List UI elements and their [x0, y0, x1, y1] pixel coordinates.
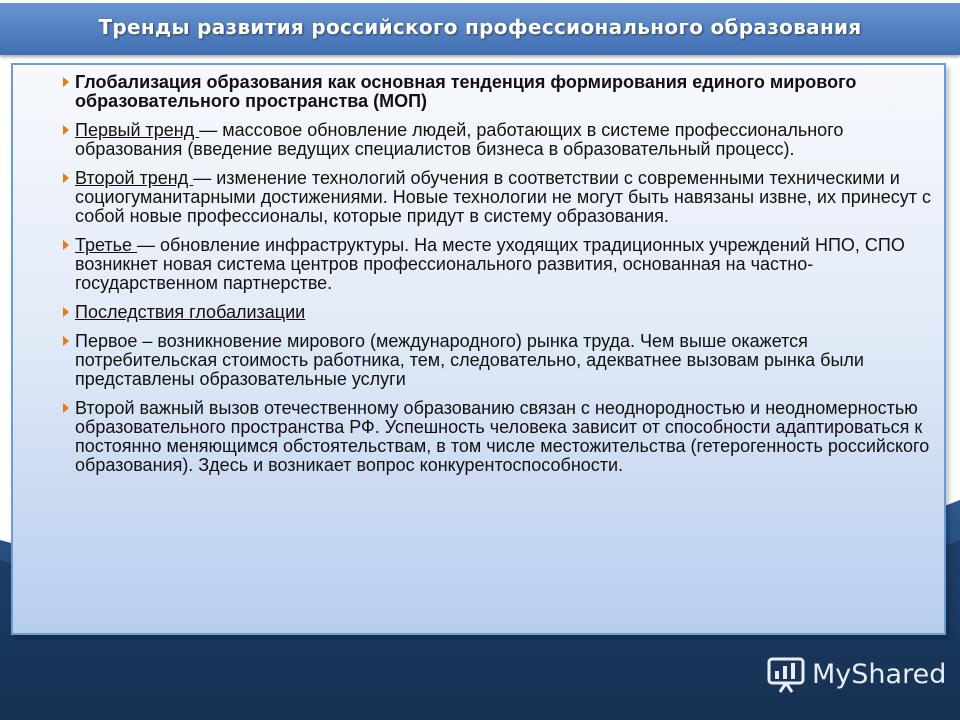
bullet-item-consequences	[61, 303, 941, 322]
bullet-text: — массовое обновление людей, работающих в системе профессионального образования (введение ведущих специалистов бизнеса в образовательный процесс).	[75, 120, 844, 159]
bullet-item-first-trend	[61, 121, 941, 159]
bullet-head: Третье	[75, 235, 138, 255]
bullet-arrow-icon	[63, 77, 69, 87]
bullet-arrow-icon	[63, 336, 69, 346]
bullet-head: Второй тренд	[75, 168, 194, 188]
bullet-arrow-icon	[63, 125, 69, 135]
bullet-item-third-trend	[61, 236, 941, 293]
bullet-head: Первый тренд	[75, 120, 200, 140]
bullet-arrow-icon	[63, 307, 69, 317]
watermark	[766, 654, 946, 694]
bullet-item-second-trend	[61, 169, 941, 226]
bullet-list	[61, 73, 941, 485]
content-panel	[11, 63, 946, 635]
bullet-head: Последствия глобализации	[75, 302, 306, 322]
presentation-icon	[766, 654, 806, 694]
bullet-item-globalization	[61, 73, 941, 111]
bullet-text: Глобализация образования как основная тенденция формирования единого мирового образовательного пространства (МОП)	[75, 72, 857, 111]
bullet-arrow-icon	[63, 403, 69, 413]
watermark-text: MyShared	[812, 658, 947, 690]
bullet-arrow-icon	[63, 240, 69, 250]
bullet-item-first-consequence	[61, 332, 941, 389]
bullet-item-second-consequence	[61, 399, 941, 475]
title-bar	[0, 3, 960, 55]
bullet-text: Второй важный вызов отечественному образованию связан с неоднородностью и неодномерностью образовательного пространства РФ. Успешность человека зависит от способности адаптироваться к постоянно меняющимся обстоятельствам, в том числе местожительства (гетерогенность российского образования). Здесь и возникает вопрос конкурентоспособности.	[75, 398, 930, 475]
page-title: Тренды развития российского профессионального образования	[98, 15, 862, 39]
bullet-text: — обновление инфраструктуры. На месте уходящих традиционных учреждений НПО, СПО возникнет новая система центров профессионального развития, основанная на частно-государственном партнерстве.	[75, 235, 905, 293]
bullet-arrow-icon	[63, 173, 69, 183]
bullet-text: Первое – возникновение мирового (международного) рынка труда. Чем выше окажется потребительская стоимость работника, тем, следовательно, адекватнее вызовам рынка были представлены образовательные услуги	[75, 331, 864, 389]
bullet-text: — изменение технологий обучения в соответствии с современными техническими и социогуманитарными достижениями. Новые технологии не могут быть навязаны извне, их принесут с собой новые профессионалы, которые придут в систему образования.	[75, 168, 931, 226]
